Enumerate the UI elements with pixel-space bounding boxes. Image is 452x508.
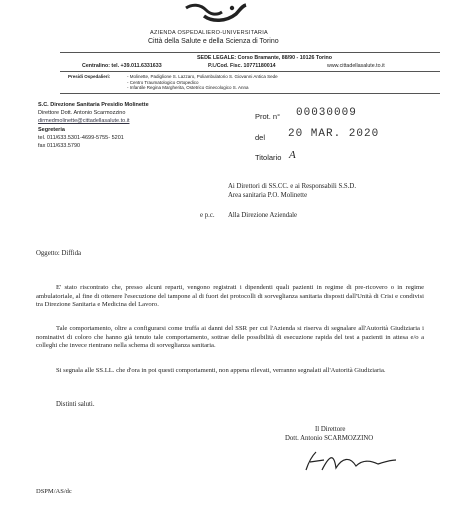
presidi-item: - Centro Traumatologico Ortopedico	[127, 79, 199, 85]
department-fax: fax 011/633.5790	[38, 143, 81, 150]
presidi-label: Presidi Ospedalieri:	[68, 74, 111, 79]
paragraph-text: Si segnala alle SS.LL. che d'ora in poi questi comportamenti, non appena rilevati, verranno segnalati all'Autorità Giudiziaria.	[56, 367, 386, 374]
signature-title: Il Direttore	[315, 426, 346, 433]
header-divider-top	[60, 52, 440, 53]
sede-legale: SEDE LEGALE: Corso Bramante, 88/90 - 10126 Torino	[197, 55, 333, 61]
centralino-text: Centralino: tel. +39.011.6331633	[82, 63, 162, 69]
body-paragraph-2	[36, 325, 424, 351]
website-link[interactable]: www.cittadellasalute.to.it	[327, 63, 385, 69]
titolario-label: Titolario	[255, 153, 282, 162]
body-paragraph-3	[36, 367, 424, 376]
org-name-line1: AZIENDA OSPEDALIERO-UNIVERSITARIA	[150, 30, 268, 36]
recipient-line2: Area sanitaria P.O. Molinette	[228, 192, 308, 199]
header-divider-mid	[60, 71, 440, 72]
department-tel: tel. 011/633.5301-4699-5755- 5201	[38, 134, 124, 141]
subject-line: Oggetto: Diffida	[36, 250, 81, 257]
protocol-number: 00030009	[296, 107, 357, 119]
titolario-value: A	[289, 149, 296, 161]
hospital-logo	[180, 2, 250, 24]
date-label: del	[255, 133, 266, 142]
presidi-list	[127, 74, 278, 91]
org-name-line2: Città della Salute e della Scienza di Torino	[148, 38, 279, 45]
paragraph-text: E' stato riscontrato che, presso alcuni reparti, vengono registrati i dipendenti quali pazienti in regime di pre-ricovero o in regime ambulatoriale, al fine di ottenere l'esecuzione del tampone al di fuori dei protocolli di sorveglianza sanitaria disposti dall'Unità di Crisi e condivisi tra Direzione Sanitaria e Medicina del Lavoro.	[36, 284, 424, 309]
body-paragraph-1	[36, 284, 424, 310]
presidi-item: - Molinette, Padiglione S. Lazzaro, Poliambulatorio S. Giovanni Antica Sede	[127, 74, 278, 79]
department-name: S.C. Direzione Sanitaria Presidio Molinette	[38, 102, 149, 108]
header-divider-bottom	[60, 93, 440, 94]
department-director: Direttore Dott. Antonio Scarmozzino	[38, 110, 126, 117]
cc-label: e p.c.	[200, 212, 215, 219]
recipient-line1: Ai Direttori di SS.CC. e ai Responsabili S.S.D.	[228, 183, 357, 190]
cc-recipient: Alla Direzione Aziendale	[228, 212, 298, 219]
paragraph-text: Tale comportamento, oltre a configurarsi come truffa ai danni del SSR per cui l'Azienda si riserva di segnalare all'Autorità Giudiziaria i nominativi di coloro che hanno già tenuto tale comportamento, sottrae delle possibilità di esecuzione rapida del test a pazienti in attesa e/o a colleghi che invece rientrano nella schema di sorveglianza sanitaria.	[36, 325, 424, 350]
piva: P.I./Cod. Fisc. 10771180014	[208, 63, 276, 69]
footer-initials: DSPM/AS/dc	[36, 488, 72, 495]
department-email[interactable]: dirmedmolinette@cittadellasalute.to.it	[38, 118, 130, 125]
department-secretariat: Segreteria	[38, 126, 65, 133]
closing: Distinti saluti.	[56, 401, 95, 408]
signature-name: Dott. Antonio SCARMOZZINO	[285, 435, 374, 442]
handwritten-signature	[300, 448, 400, 476]
presidi-item: - Infantile Regina Margherita, Ostetrico Ginecologico S. Anna	[127, 85, 249, 90]
centralino	[82, 63, 162, 69]
protocol-label: Prot. n°	[255, 112, 281, 121]
department-block	[38, 101, 149, 150]
date-stamp: 20 MAR. 2020	[288, 128, 380, 140]
